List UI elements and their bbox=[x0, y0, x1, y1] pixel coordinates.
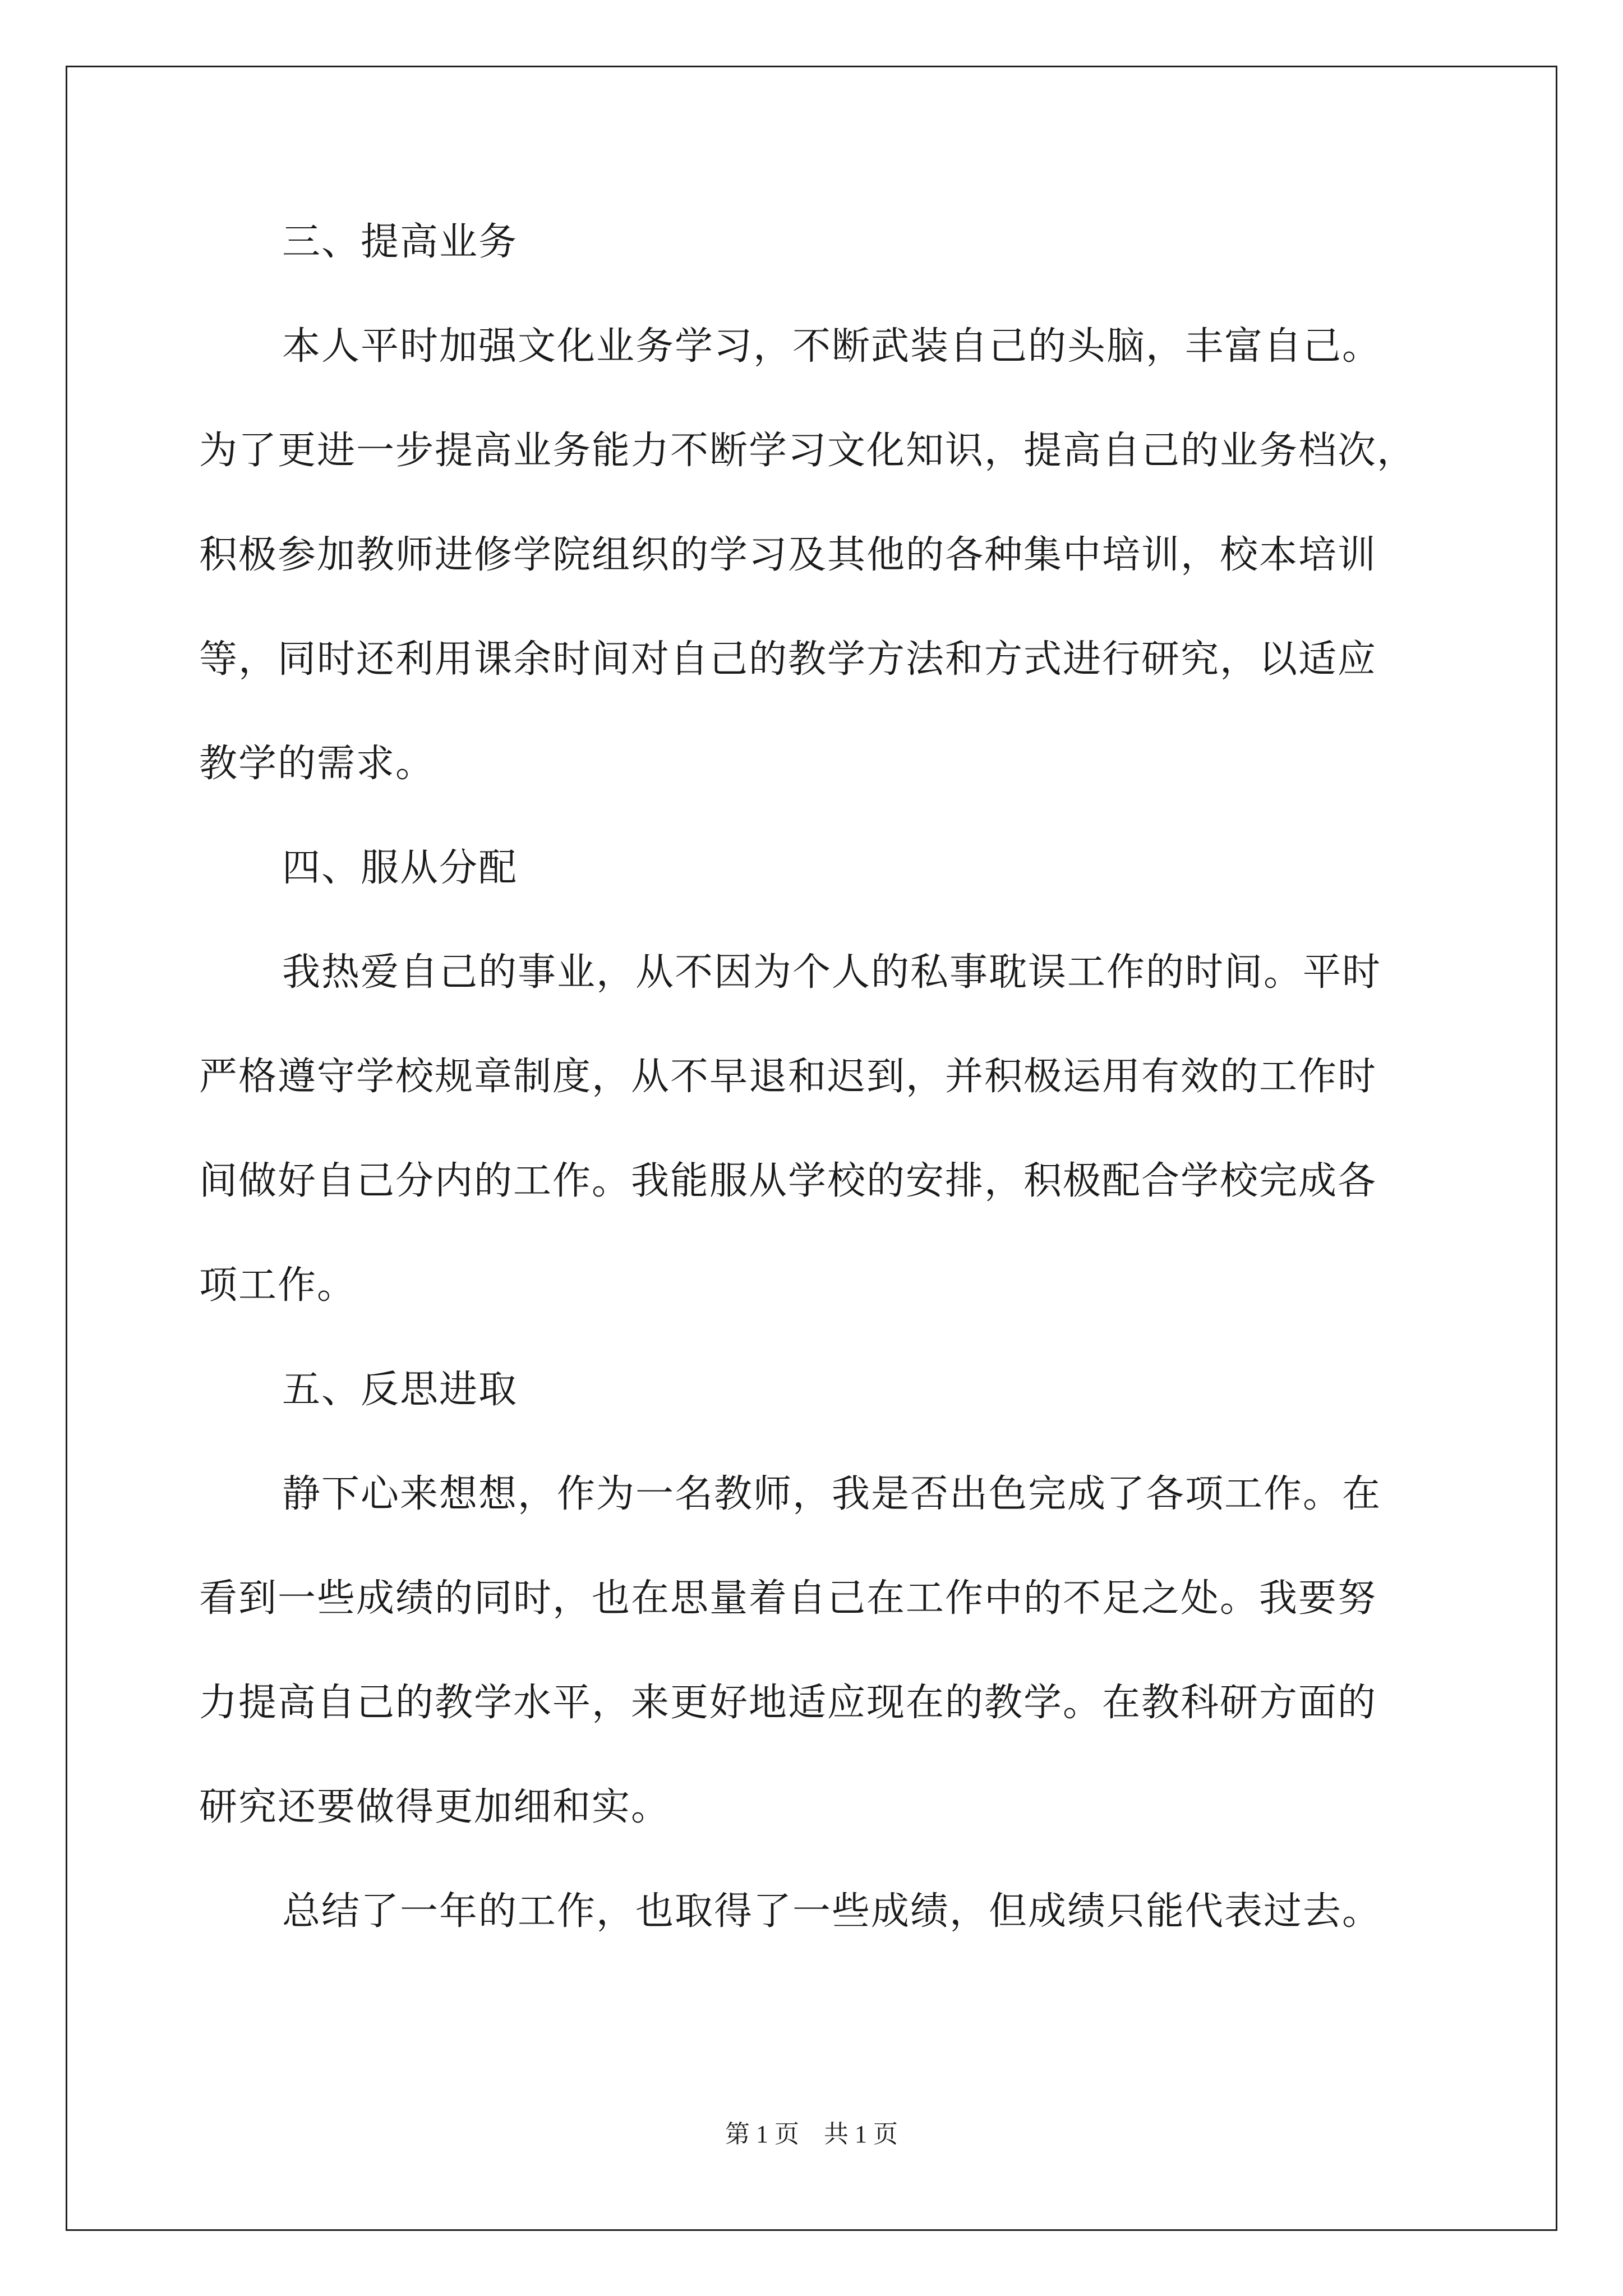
paragraph-line: 教学的需求。 bbox=[199, 742, 435, 786]
paragraph-line: 力提高自己的教学水平，来更好地适应现在的教学。在教科研方面的 bbox=[199, 1681, 1377, 1725]
page-number-footer: 第 1 页 共 1 页 bbox=[725, 2120, 898, 2148]
paragraph-line: 积极参加教师进修学院组织的学习及其他的各种集中培训，校本培训 bbox=[199, 533, 1377, 577]
paragraph-line: 为了更进一步提高业务能力不断学习文化知识，提高自己的业务档次， bbox=[199, 429, 1417, 473]
paragraph-line: 严格遵守学校规章制度，从不早退和迟到，并积极运用有效的工作时 bbox=[199, 1055, 1377, 1099]
paragraph-line: 本人平时加强文化业务学习，不断武装自己的头脑，丰富自己。 bbox=[282, 324, 1382, 369]
paragraph-line: 看到一些成绩的同时，也在思量着自己在工作中的不足之处。我要努 bbox=[199, 1576, 1377, 1621]
paragraph-line: 等，同时还利用课余时间对自己的教学方法和方式进行研究，以适应 bbox=[199, 637, 1377, 682]
paragraph-line: 研究还要做得更加细和实。 bbox=[199, 1785, 671, 1829]
heading-improve-business: 三、提高业务 bbox=[282, 220, 518, 264]
paragraph-line: 项工作。 bbox=[199, 1263, 357, 1308]
paragraph-line: 我热爱自己的事业，从不因为个人的私事耽误工作的时间。平时 bbox=[282, 950, 1382, 995]
heading-reflect-progress: 五、反思进取 bbox=[282, 1368, 518, 1412]
paragraph-line: 总结了一年的工作，也取得了一些成绩，但成绩只能代表过去。 bbox=[282, 1889, 1382, 1934]
heading-obey-assignment: 四、服从分配 bbox=[282, 846, 518, 890]
paragraph-line: 间做好自己分内的工作。我能服从学校的安排，积极配合学校完成各 bbox=[199, 1159, 1377, 1203]
paragraph-line: 静下心来想想，作为一名教师，我是否出色完成了各项工作。在 bbox=[282, 1472, 1382, 1516]
